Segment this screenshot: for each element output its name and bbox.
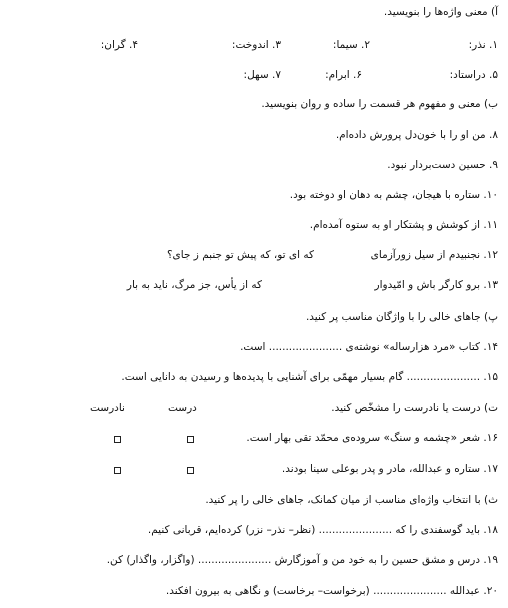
item-3: ۳. اندوخت:	[231, 39, 281, 51]
item-1: ۱. نذر:	[468, 39, 498, 51]
item-7: ۷. سهل:	[243, 69, 281, 81]
section-a-heading: آ) معنی واژه‌ها را بنویسید.	[383, 6, 498, 18]
question-17-true-checkbox[interactable]	[187, 467, 194, 474]
question-13-second-hemistich: که از یأس، جز مرگ، ناید به بار	[126, 279, 262, 291]
question-14: ۱۴. کتاب «مرد هزارساله» نوشته‌ی ...................... است.	[240, 341, 498, 353]
item-5: ۵. دراستاد:	[449, 69, 498, 81]
question-12-first-hemistich: ۱۲. نجنبیدم از سیل زورآزمای	[370, 249, 498, 261]
item-6: ۶. ابرام:	[325, 69, 362, 81]
question-16-false-checkbox[interactable]	[114, 436, 121, 443]
section-s-heading: ث) با انتخاب واژه‌ای مناسب از میان کمانک، جاهای خالی را پر کنید.	[205, 494, 498, 506]
question-17-false-checkbox[interactable]	[114, 467, 121, 474]
section-p-heading: پ) جاهای خالی را با واژگان مناسب پر کنید.	[305, 311, 498, 323]
column-false-label: نادرست	[90, 402, 125, 414]
question-16: ۱۶. شعر «چشمه و سنگ» سروده‌ی محمّد تقی بهار است.	[246, 432, 498, 444]
section-b-heading: ب) معنی و مفهوم هر قسمت را ساده و روان بنویسید.	[261, 98, 498, 110]
question-17: ۱۷. ستاره و عبدالله، مادر و پدر بوعلی سینا بودند.	[281, 463, 498, 475]
column-true-label: درست	[168, 402, 197, 414]
question-9: ۹. حسین دست‌بردار نبود.	[387, 159, 498, 171]
question-13-first-hemistich: ۱۳. برو کارگر باش و امّیدوار	[374, 279, 498, 291]
section-t-heading: ت) درست یا نادرست را مشخّص کنید.	[331, 402, 498, 414]
question-8: ۸. من او را با خون‌دل پرورش دادەام.	[335, 129, 498, 141]
question-18: ۱۸. باید گوسفندی را که ...................... (نظر– نذر– نزر) کرده‌ایم، قربانی کنیم.	[147, 524, 498, 536]
item-4: ۴. گران:	[100, 39, 138, 51]
question-20: ۲۰. عبدالله ...................... (برخواست– برخاست) و نگاهی به بیرون افکند.	[165, 585, 498, 597]
question-10: ۱۰. ستاره با هیجان، چشم به دهان او دوخته بود.	[289, 189, 498, 201]
question-12-second-hemistich: که ای تو، که پیش تو جنبم ز جای؟	[166, 249, 314, 261]
question-11: ۱۱. از کوشش و پشتکار او به ستوه آمدەام.	[309, 219, 498, 231]
question-19: ۱۹. درس و مشق حسین را به خود من و آموزگارش ...................... (واگزار، واگذار) کن.	[106, 554, 498, 566]
item-2: ۲. سیما:	[332, 39, 370, 51]
question-15: ۱۵. ...................... گام بسیار مهمّی برای آشنایی با پدیده‌ها و رسیدن به دانایی است.	[121, 371, 498, 383]
question-16-true-checkbox[interactable]	[187, 436, 194, 443]
